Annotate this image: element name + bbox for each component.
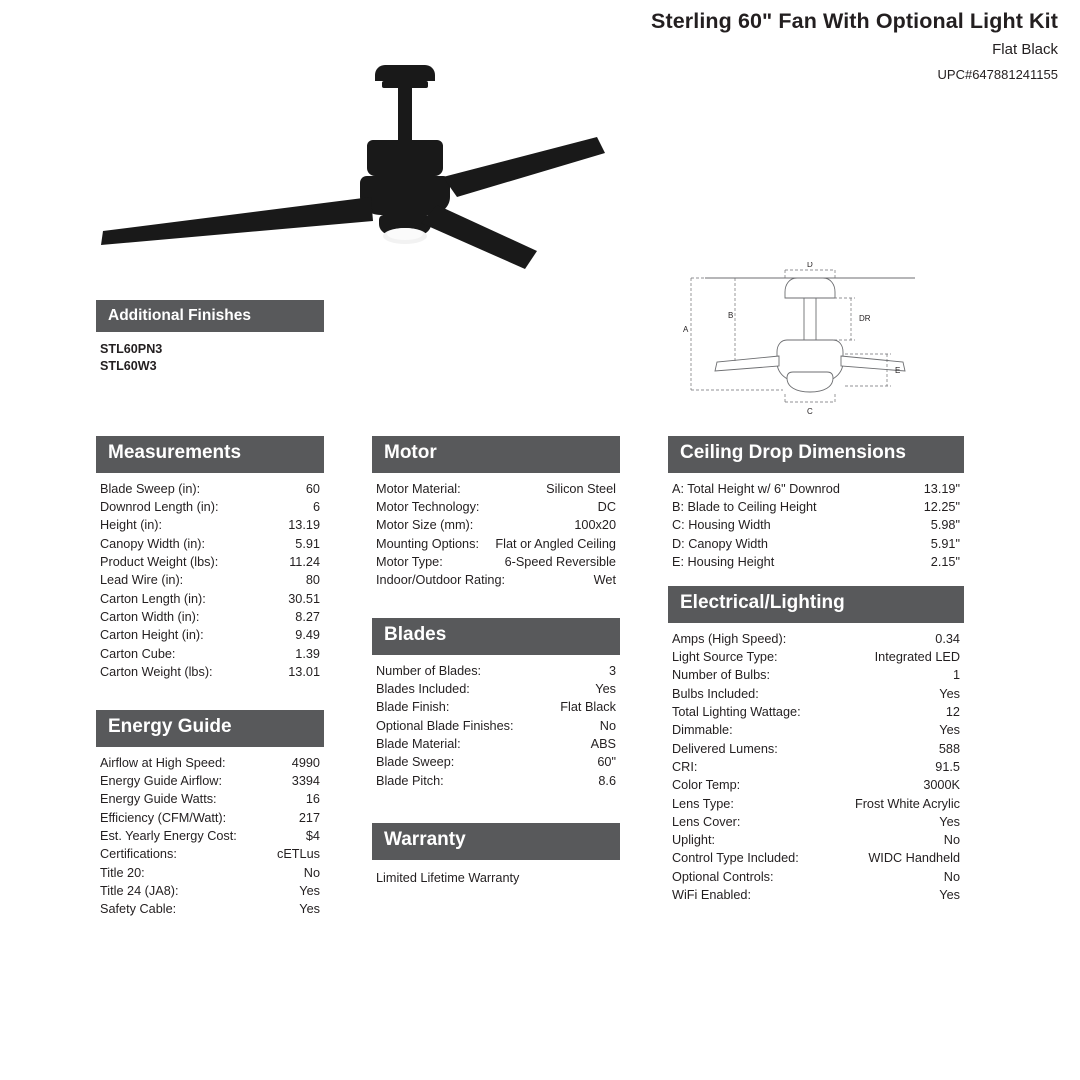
table-row [672, 480, 960, 498]
row-label: Carton Width (in): [100, 609, 200, 624]
table-row [672, 498, 960, 516]
row-value: Silicon Steel [546, 481, 616, 496]
row-value: 5.91 [295, 536, 320, 551]
table-row [672, 776, 960, 794]
row-value: 13.19 [288, 518, 320, 533]
table-row [672, 703, 960, 721]
row-value: 60 [305, 481, 320, 496]
row-label: Blades Included: [376, 682, 470, 697]
row-label: Motor Material: [376, 481, 461, 496]
table-row [100, 900, 320, 918]
row-value: No [599, 718, 616, 733]
section-electrical-lighting [668, 586, 964, 904]
row-value: No [943, 833, 960, 848]
section-title-blades: Blades [372, 618, 620, 655]
table-row [100, 608, 320, 626]
row-value: Flat or Angled Ceiling [495, 536, 616, 551]
row-value: ABS [590, 737, 616, 752]
measurements-rows [96, 480, 324, 681]
row-value: 4990 [291, 755, 320, 770]
row-value: Yes [939, 888, 960, 903]
row-label: Optional Controls: [672, 869, 774, 884]
table-row [376, 735, 616, 753]
row-label: Product Weight (lbs): [100, 555, 219, 570]
row-value: 2.15" [930, 555, 960, 570]
row-value: 0.34 [935, 631, 960, 646]
table-row [672, 813, 960, 831]
row-label: Light Source Type: [672, 650, 778, 665]
ceiling-drop-rows [668, 480, 964, 571]
dim-label-e: E [895, 366, 901, 375]
row-label: Est. Yearly Energy Cost: [100, 829, 237, 844]
row-value: cETLus [276, 847, 320, 862]
table-row [672, 553, 960, 571]
row-value: 3394 [291, 774, 320, 789]
row-label: Carton Length (in): [100, 591, 206, 606]
row-label: Energy Guide Watts: [100, 792, 217, 807]
row-label: D: Canopy Width [672, 536, 768, 551]
table-row [100, 882, 320, 900]
row-label: Uplight: [672, 833, 716, 848]
page-title: Sterling 60" Fan With Optional Light Kit [651, 9, 1058, 33]
table-row [672, 868, 960, 886]
table-row [376, 480, 616, 498]
row-value: 30.51 [288, 591, 320, 606]
dimension-line-drawing [675, 262, 945, 417]
row-label: Canopy Width (in): [100, 536, 206, 551]
table-row [100, 626, 320, 644]
row-label: Motor Type: [376, 555, 443, 570]
row-label: Height (in): [100, 518, 163, 533]
table-row [376, 571, 616, 589]
blades-rows [372, 662, 620, 790]
row-value: 13.01 [288, 664, 320, 679]
row-label: Title 20: [100, 865, 145, 880]
section-title-warranty: Warranty [372, 823, 620, 860]
row-label: Total Lighting Wattage: [672, 705, 801, 720]
row-label: Color Temp: [672, 778, 741, 793]
table-row [672, 831, 960, 849]
table-row [100, 535, 320, 553]
table-row [376, 753, 616, 771]
table-row [376, 516, 616, 534]
row-value: DC [597, 500, 616, 515]
row-label: Efficiency (CFM/Watt): [100, 810, 227, 825]
electrical-rows [668, 630, 964, 904]
dim-label-d: D [807, 262, 813, 269]
table-row [672, 685, 960, 703]
table-row [672, 721, 960, 739]
row-value: 16 [305, 792, 320, 807]
finish-list [96, 341, 324, 375]
table-row [376, 553, 616, 571]
row-label: Mounting Options: [376, 536, 479, 551]
table-row [100, 790, 320, 808]
row-label: Control Type Included: [672, 851, 799, 866]
table-row [672, 516, 960, 534]
table-row [100, 864, 320, 882]
row-value: 5.98" [930, 518, 960, 533]
section-title-electrical: Electrical/Lighting [668, 586, 964, 623]
row-label: Indoor/Outdoor Rating: [376, 573, 506, 588]
row-value: 8.27 [295, 609, 320, 624]
row-label: Motor Size (mm): [376, 518, 474, 533]
table-row [376, 498, 616, 516]
row-value: 100x20 [574, 518, 616, 533]
table-row [100, 498, 320, 516]
row-label: Carton Cube: [100, 646, 176, 661]
row-label: Safety Cable: [100, 902, 177, 917]
dim-label-c: C [807, 407, 813, 416]
list-item: STL60W3 [100, 359, 157, 374]
row-label: CRI: [672, 759, 698, 774]
table-row [376, 772, 616, 790]
row-value: 588 [938, 741, 960, 756]
table-row [100, 590, 320, 608]
dim-label-dr: DR [859, 314, 871, 323]
table-row [100, 516, 320, 534]
row-label: Blade Sweep: [376, 755, 455, 770]
finish-name: Flat Black [992, 40, 1058, 58]
row-label: E: Housing Height [672, 555, 775, 570]
row-value: 80 [305, 573, 320, 588]
row-label: Number of Bulbs: [672, 668, 771, 683]
section-additional-finishes [96, 300, 324, 375]
row-value: Yes [939, 814, 960, 829]
table-row [100, 645, 320, 663]
row-label: Carton Weight (lbs): [100, 664, 213, 679]
table-row [376, 535, 616, 553]
row-value: 12 [945, 705, 960, 720]
row-label: Amps (High Speed): [672, 631, 787, 646]
row-label: Certifications: [100, 847, 177, 862]
page-header [651, 8, 1058, 82]
row-value: 217 [298, 810, 320, 825]
row-value: 12.25" [923, 500, 960, 515]
row-label: Blade Material: [376, 737, 461, 752]
section-title-energy-guide: Energy Guide [96, 710, 324, 747]
row-label: Blade Sweep (in): [100, 481, 201, 496]
row-value: No [303, 865, 320, 880]
row-value: 3000K [923, 778, 960, 793]
row-value: No [943, 869, 960, 884]
row-value: Yes [299, 883, 320, 898]
section-measurements [96, 436, 324, 681]
row-label: Lens Type: [672, 796, 734, 811]
row-value: 8.6 [598, 773, 616, 788]
table-row [672, 795, 960, 813]
energy-guide-rows [96, 754, 324, 919]
row-label: Bulbs Included: [672, 686, 759, 701]
row-label: Lens Cover: [672, 814, 741, 829]
table-row [100, 827, 320, 845]
row-label: B: Blade to Ceiling Height [672, 500, 817, 515]
row-value: Yes [595, 682, 616, 697]
row-label: Downrod Length (in): [100, 500, 219, 515]
section-energy-guide [96, 710, 324, 919]
row-value: 1 [952, 668, 960, 683]
row-label: C: Housing Width [672, 518, 771, 533]
table-row [100, 553, 320, 571]
row-value: 1.39 [295, 646, 320, 661]
section-title-ceiling-drop: Ceiling Drop Dimensions [668, 436, 964, 473]
table-row [672, 849, 960, 867]
table-row [100, 571, 320, 589]
table-row [100, 480, 320, 498]
row-value: Yes [299, 902, 320, 917]
table-row [376, 698, 616, 716]
table-row [376, 662, 616, 680]
row-label: Lead Wire (in): [100, 573, 184, 588]
table-row [672, 648, 960, 666]
row-value: Wet [593, 573, 616, 588]
table-row [672, 758, 960, 776]
section-title-additional-finishes: Additional Finishes [96, 300, 324, 332]
product-image [85, 45, 605, 270]
row-label: A: Total Height w/ 6" Downrod [672, 481, 840, 496]
dim-label-a: A [683, 325, 689, 334]
table-row [376, 680, 616, 698]
table-row [672, 666, 960, 684]
table-row [672, 630, 960, 648]
table-row [100, 772, 320, 790]
motor-rows [372, 480, 620, 590]
row-value: 3 [608, 663, 616, 678]
row-value: 6-Speed Reversible [504, 555, 616, 570]
row-value: 11.24 [289, 555, 320, 570]
section-warranty [372, 823, 620, 887]
table-row [672, 740, 960, 758]
row-value: Flat Black [560, 700, 616, 715]
row-value: Integrated LED [874, 650, 960, 665]
row-value: Yes [939, 686, 960, 701]
upc-code: UPC#647881241155 [937, 66, 1058, 82]
section-blades [372, 618, 620, 790]
row-value: 13.19" [923, 481, 960, 496]
row-label: Dimmable: [672, 723, 733, 738]
section-ceiling-drop-dimensions [668, 436, 964, 571]
row-label: Number of Blades: [376, 663, 482, 678]
row-label: Airflow at High Speed: [100, 755, 226, 770]
row-label: Delivered Lumens: [672, 741, 778, 756]
row-label: Blade Pitch: [376, 773, 444, 788]
row-value: Yes [939, 723, 960, 738]
row-value: 9.49 [295, 628, 320, 643]
row-value: WIDC Handheld [868, 851, 960, 866]
table-row [100, 663, 320, 681]
table-row [672, 535, 960, 553]
row-label: Blade Finish: [376, 700, 450, 715]
row-value: 60" [597, 755, 616, 770]
table-row [100, 809, 320, 827]
row-value: 91.5 [935, 759, 960, 774]
table-row [376, 717, 616, 735]
table-row [100, 845, 320, 863]
row-value: 6 [312, 500, 320, 515]
section-title-motor: Motor [372, 436, 620, 473]
list-item: STL60PN3 [100, 342, 163, 357]
row-label: Optional Blade Finishes: [376, 718, 514, 733]
row-label: Motor Technology: [376, 500, 480, 515]
warranty-text: Limited Lifetime Warranty [376, 870, 520, 885]
dim-label-b: B [728, 311, 734, 320]
row-label: Energy Guide Airflow: [100, 774, 222, 789]
section-title-measurements: Measurements [96, 436, 324, 473]
row-value: $4 [305, 829, 320, 844]
row-value: Frost White Acrylic [854, 796, 960, 811]
table-row [672, 886, 960, 904]
row-value: 5.91" [930, 536, 960, 551]
row-label: WiFi Enabled: [672, 888, 751, 903]
table-row [100, 754, 320, 772]
row-label: Carton Height (in): [100, 628, 204, 643]
section-motor [372, 436, 620, 590]
row-label: Title 24 (JA8): [100, 883, 179, 898]
